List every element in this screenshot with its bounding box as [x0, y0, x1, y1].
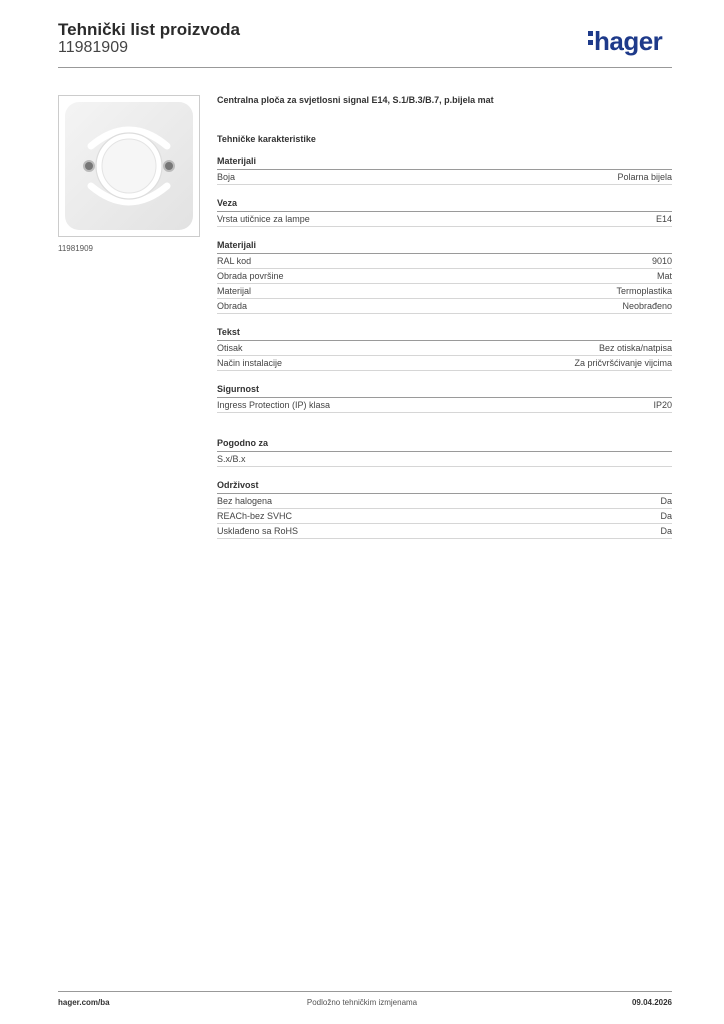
specs-heading: Tehničke karakteristike — [217, 134, 316, 144]
spec-group-text — [217, 326, 672, 371]
spec-value: Bez otiska/natpisa — [598, 343, 672, 353]
page-title: Tehnički list proizvoda — [58, 20, 240, 39]
spec-label: Bez halogena — [217, 496, 273, 506]
spec-row — [217, 494, 672, 509]
group-title: Materijali — [217, 239, 672, 254]
spec-row — [217, 269, 672, 284]
spec-label: Otisak — [217, 343, 243, 353]
group-title: Materijali — [217, 155, 672, 170]
spec-row — [217, 299, 672, 314]
product-code-caption: 11981909 — [58, 244, 93, 253]
spec-value: Neobrađeno — [622, 301, 672, 311]
spec-label: Boja — [217, 172, 236, 182]
spec-label: Obrada — [217, 301, 248, 311]
spec-row — [217, 452, 672, 467]
spec-row — [217, 170, 672, 185]
spec-group-materials-2 — [217, 239, 672, 314]
spec-group-connection — [217, 197, 672, 227]
spec-value: Da — [660, 511, 672, 521]
spec-value: 9010 — [651, 256, 672, 266]
footer-date: 09.04.2026 — [631, 998, 672, 1007]
footer-website: hager.com/ba — [58, 998, 110, 1007]
spec-label: Obrada površine — [217, 271, 284, 281]
cover-plate-image — [59, 96, 199, 236]
spec-label: S.x/B.x — [217, 454, 246, 464]
spec-row — [217, 254, 672, 269]
footer-divider — [58, 991, 672, 992]
spec-group-safety — [217, 383, 672, 413]
logo-text: hager — [594, 26, 663, 56]
spec-row — [217, 356, 672, 371]
spec-value: IP20 — [653, 400, 672, 410]
spec-value: Polarna bijela — [617, 172, 672, 182]
spec-row — [217, 341, 672, 356]
spec-label: Ingress Protection (IP) klasa — [217, 400, 331, 410]
spec-label: Usklađeno sa RoHS — [217, 526, 299, 536]
footer-note: Podložno tehničkim izmjenama — [306, 998, 418, 1007]
spec-label: REACh-bez SVHC — [217, 511, 293, 521]
header-divider — [58, 67, 672, 68]
spec-value: Da — [660, 526, 672, 536]
spec-value: Mat — [656, 271, 672, 281]
product-description: Centralna ploča za svjetlosni signal E14, S.1/B.3/B.7, p.bijela mat — [217, 95, 494, 105]
spec-value: E14 — [655, 214, 672, 224]
spec-label: Materijal — [217, 286, 252, 296]
spec-value: Termoplastika — [616, 286, 672, 296]
spec-label: RAL kod — [217, 256, 252, 266]
spec-group-sustainability — [217, 479, 672, 539]
spec-group-materials — [217, 155, 672, 185]
spec-label: Vrsta utičnice za lampe — [217, 214, 310, 224]
group-title: Tekst — [217, 326, 672, 341]
spec-row — [217, 212, 672, 227]
group-title: Veza — [217, 197, 672, 212]
group-title: Sigurnost — [217, 383, 672, 398]
group-title: Održivost — [217, 479, 672, 494]
spec-row — [217, 524, 672, 539]
logo-colon-icon — [588, 27, 594, 49]
spec-row — [217, 509, 672, 524]
group-title: Pogodno za — [217, 437, 672, 452]
hager-logo — [588, 26, 662, 56]
spec-value: Da — [660, 496, 672, 506]
spec-value: Za pričvršćivanje vijcima — [574, 358, 672, 368]
spec-row — [217, 284, 672, 299]
spec-group-suitable-for — [217, 437, 672, 467]
spec-content — [217, 95, 672, 539]
spec-row — [217, 398, 672, 413]
product-number: 11981909 — [58, 39, 128, 56]
spec-label: Način instalacije — [217, 358, 283, 368]
product-image-frame — [58, 95, 200, 237]
